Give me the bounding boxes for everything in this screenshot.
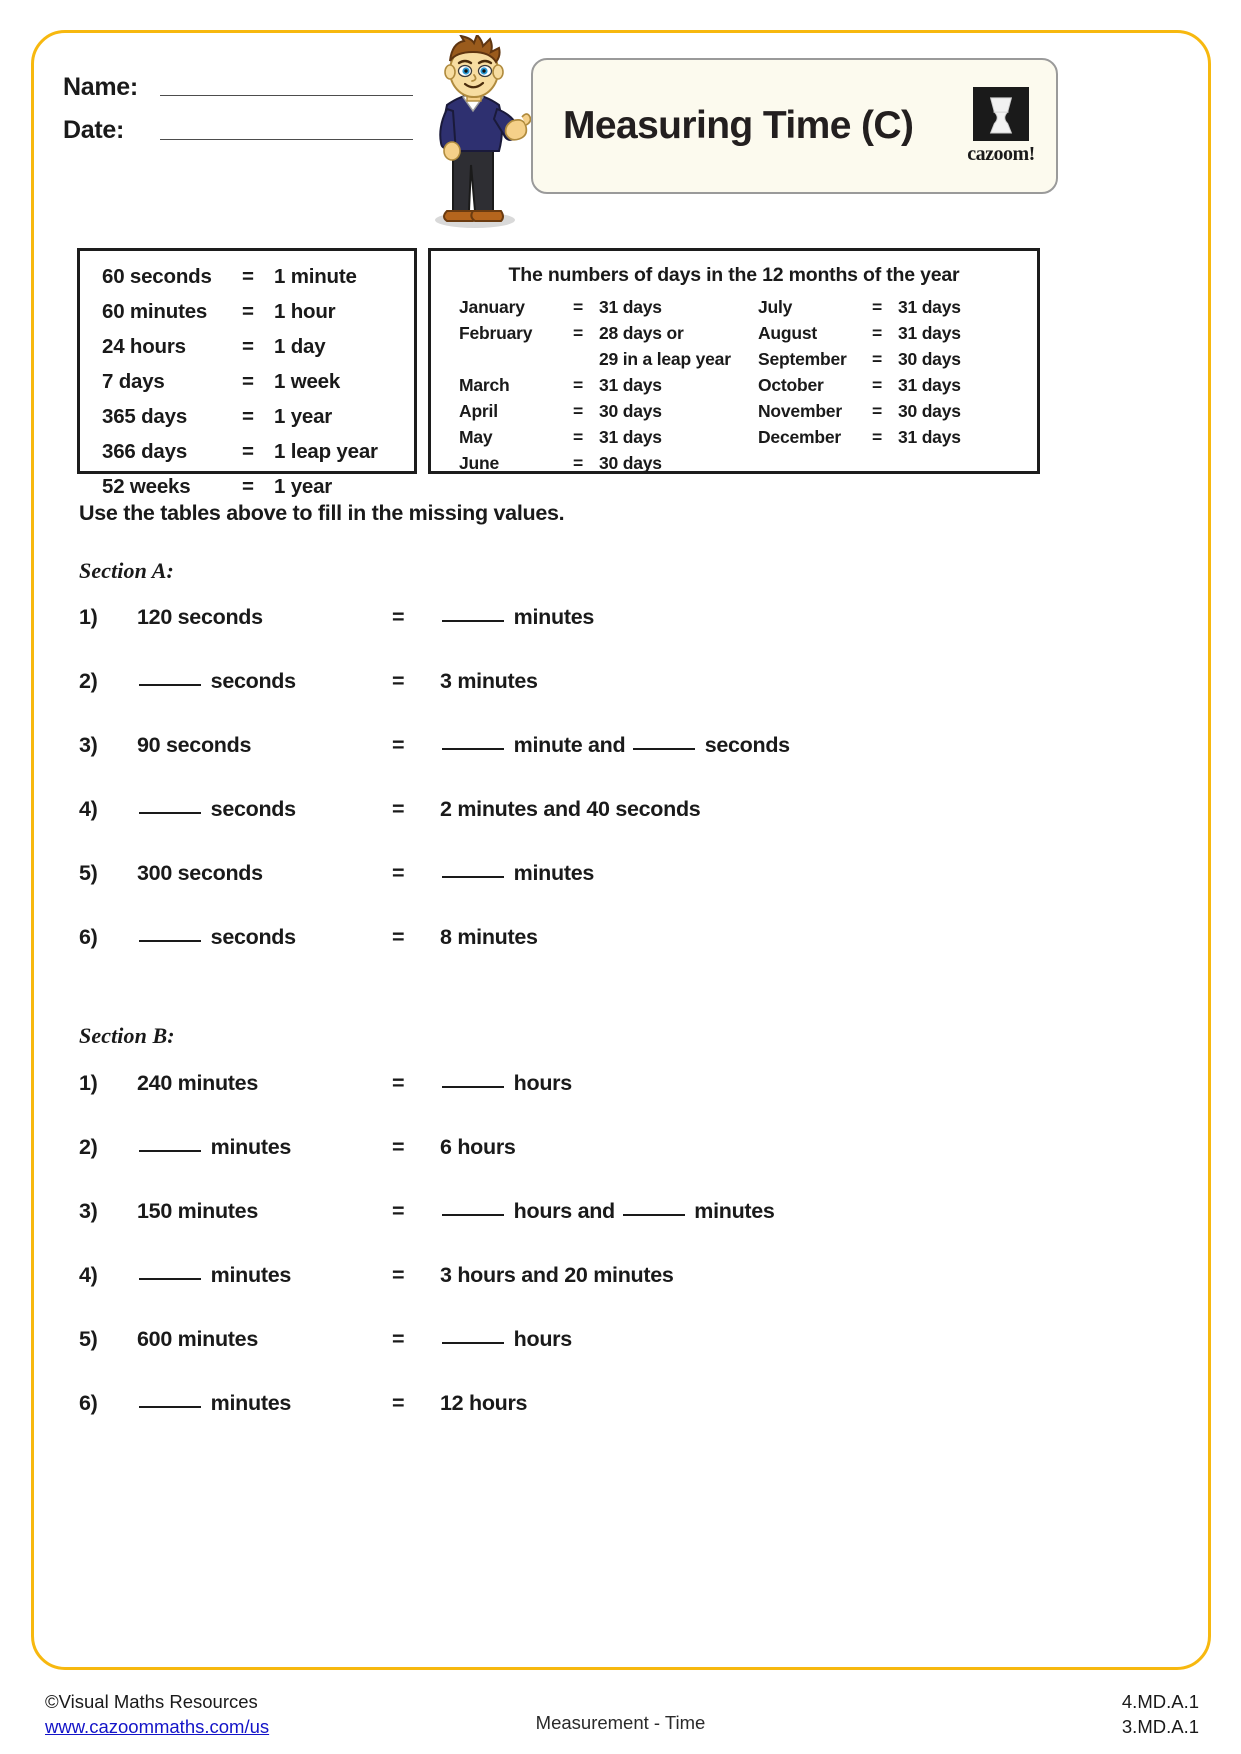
month-name: January: [459, 297, 525, 317]
month-name: February: [459, 323, 533, 343]
month-name: May: [459, 427, 493, 447]
month-days: 31 days: [897, 297, 961, 317]
question-right-side: [440, 925, 538, 950]
instruction-text: Use the tables above to fill in the missing values.: [79, 501, 565, 525]
conversion-row: [102, 337, 414, 358]
month-row: [459, 429, 758, 447]
logo-wordmark: cazoom!: [967, 142, 1035, 165]
conversion-from: 366 days: [102, 440, 188, 463]
equals-sign: =: [392, 1071, 405, 1095]
month-days: 31 days: [897, 375, 961, 395]
question-number: 6): [79, 1391, 98, 1415]
equals-sign: =: [242, 440, 254, 463]
question-left-side: seconds: [137, 669, 392, 694]
equals-sign: =: [242, 335, 254, 358]
name-input-line[interactable]: [160, 95, 413, 96]
name-date-block: [63, 74, 413, 161]
conversion-row: [102, 267, 414, 288]
question-number: 4): [79, 1263, 98, 1287]
equals-sign: =: [242, 300, 254, 323]
equals-sign: =: [573, 297, 584, 317]
equals-sign: =: [392, 605, 405, 629]
equals-sign: =: [573, 323, 584, 343]
question-row: [79, 1071, 1139, 1135]
month-days: 30 days: [599, 401, 662, 421]
question-row: [79, 733, 1139, 797]
equals-sign: =: [871, 297, 882, 317]
cazoom-url-link[interactable]: www.cazoommaths.com/us: [45, 1715, 270, 1737]
question-right-side: [440, 1391, 527, 1416]
time-conversion-table: [77, 248, 417, 498]
section-b-heading: Section B:: [79, 1023, 175, 1048]
question-left-side: minutes: [137, 1135, 392, 1160]
name-row: [63, 74, 413, 100]
question-text: 12 hours: [440, 1391, 528, 1415]
answer-blank[interactable]: [139, 812, 201, 814]
question-left-side: 90 seconds: [137, 733, 252, 757]
equals-sign: =: [871, 427, 882, 447]
equals-sign: =: [392, 925, 405, 949]
conversion-row: [102, 372, 414, 393]
months-days-table: [428, 248, 1040, 474]
equals-sign: =: [392, 1135, 405, 1159]
question-text: 2 minutes and 40 seconds: [440, 797, 701, 821]
question-number: 3): [79, 1199, 98, 1223]
answer-blank[interactable]: [633, 748, 695, 750]
question-row: [79, 1391, 1139, 1455]
month-days: 31 days: [599, 427, 662, 447]
worksheet-footer: [0, 1690, 1241, 1754]
question-text: minutes: [508, 861, 595, 885]
conversion-to: 1 week: [274, 370, 341, 393]
month-days: 30 days: [599, 453, 662, 473]
equals-sign: =: [392, 1199, 405, 1223]
month-name: June: [459, 453, 500, 473]
month-name: December: [757, 427, 841, 447]
question-left-side: 240 minutes: [137, 1071, 258, 1095]
question-text: 3 hours and 20 minutes: [440, 1263, 674, 1287]
month-days: 31 days: [897, 427, 961, 447]
question-left-side: minutes: [137, 1391, 392, 1416]
equals-sign: =: [242, 265, 254, 288]
copyright-text: ©Visual Maths Resources: [45, 1691, 258, 1712]
month-days: 28 days or: [599, 323, 684, 343]
conversion-row: [102, 477, 414, 498]
name-label: Name:: [63, 73, 138, 101]
question-left-side: 300 seconds: [137, 861, 263, 885]
answer-blank[interactable]: [139, 1406, 201, 1408]
equals-sign: =: [392, 861, 405, 885]
month-name: August: [757, 323, 818, 343]
question-left-side: 120 seconds: [137, 605, 263, 629]
equals-sign: =: [871, 349, 882, 369]
answer-blank[interactable]: [139, 1150, 201, 1152]
conversion-to: 1 day: [274, 335, 326, 358]
question-right-side: [440, 1199, 775, 1224]
equals-sign: =: [242, 370, 254, 393]
conversion-from: 24 hours: [102, 335, 186, 358]
question-right-side: [440, 1071, 572, 1096]
question-row: [79, 1327, 1139, 1391]
conversion-to: 1 minute: [274, 265, 357, 288]
equals-sign: =: [392, 1327, 405, 1351]
answer-blank[interactable]: [442, 1214, 504, 1216]
equals-sign: =: [392, 669, 405, 693]
question-right-side: [440, 1327, 572, 1352]
footer-standards: [1122, 1690, 1199, 1740]
month-name: October: [757, 375, 824, 395]
month-row: [758, 351, 1037, 369]
conversion-row: [102, 302, 414, 323]
month-days: 30 days: [897, 401, 961, 421]
equals-sign: =: [871, 323, 882, 343]
answer-blank[interactable]: [139, 684, 201, 686]
month-row: [459, 325, 758, 343]
section-b-questions: [79, 1071, 1139, 1455]
question-row: [79, 797, 1139, 861]
question-right-side: [440, 605, 594, 630]
question-text: 3 minutes: [440, 669, 538, 693]
month-days: 31 days: [897, 323, 961, 343]
question-number: 5): [79, 861, 98, 885]
standard-grade-4: 4.MD.A.1: [1121, 1691, 1199, 1712]
footer-topic: Measurement - Time: [535, 1712, 706, 1733]
question-number: 5): [79, 1327, 98, 1351]
month-row: [758, 299, 1037, 317]
question-left-side: seconds: [137, 925, 392, 950]
answer-blank[interactable]: [442, 748, 504, 750]
question-row: [79, 861, 1139, 925]
question-right-side: [440, 669, 538, 694]
question-left-side: 150 minutes: [137, 1199, 258, 1223]
question-text: hours: [508, 1071, 572, 1095]
month-row: [459, 403, 758, 421]
month-days: 30 days: [897, 349, 961, 369]
question-text: 8 minutes: [440, 925, 538, 949]
month-name: July: [757, 297, 793, 317]
question-text: hours and: [508, 1199, 621, 1223]
question-row: [79, 1135, 1139, 1199]
month-days: 29 in a leap year: [599, 349, 731, 369]
question-text: minutes: [508, 605, 595, 629]
question-text: seconds: [699, 733, 790, 757]
equals-sign: =: [392, 797, 405, 821]
date-label: Date:: [63, 116, 125, 145]
answer-blank[interactable]: [139, 940, 201, 942]
date-row: [63, 117, 413, 143]
conversion-from: 7 days: [102, 370, 165, 393]
question-text: minutes: [688, 1199, 775, 1223]
question-number: 2): [79, 1135, 98, 1159]
question-text: hours: [508, 1327, 572, 1351]
section-a-heading: Section A:: [79, 558, 174, 583]
conversion-to: 1 hour: [274, 300, 336, 323]
equals-sign: =: [573, 375, 584, 395]
equals-sign: =: [242, 405, 254, 428]
conversion-from: 60 minutes: [102, 300, 208, 323]
equals-sign: =: [392, 733, 405, 757]
equals-sign: =: [573, 427, 584, 447]
conversion-to: 1 year: [274, 475, 333, 498]
question-number: 4): [79, 797, 98, 821]
question-right-side: [440, 733, 790, 758]
worksheet-title-box: [531, 58, 1058, 194]
month-row: [459, 299, 758, 317]
question-text: 6 hours: [440, 1135, 516, 1159]
question-text: minute and: [508, 733, 632, 757]
equals-sign: =: [242, 475, 254, 498]
question-left-side: minutes: [137, 1263, 392, 1288]
conversion-from: 60 seconds: [102, 265, 212, 288]
month-name: April: [459, 401, 498, 421]
equals-sign: =: [392, 1263, 405, 1287]
month-row: [758, 429, 1037, 447]
question-row: [79, 669, 1139, 733]
section-a-questions: [79, 605, 1139, 989]
months-table-title: The numbers of days in the 12 months of the year: [508, 264, 960, 286]
answer-blank[interactable]: [442, 1342, 504, 1344]
months-columns: [431, 299, 1037, 481]
equals-sign: =: [871, 375, 882, 395]
month-days: 31 days: [599, 375, 662, 395]
worksheet-page-frame: [31, 30, 1211, 1670]
month-name: March: [459, 375, 510, 395]
month-row: [758, 377, 1037, 395]
conversion-row: [102, 442, 414, 463]
question-number: 1): [79, 605, 98, 629]
cazoom-logo: [960, 87, 1042, 166]
hourglass-icon: [973, 87, 1029, 141]
question-left-side: seconds: [137, 797, 392, 822]
answer-blank[interactable]: [623, 1214, 685, 1216]
month-row: [758, 403, 1037, 421]
answer-blank[interactable]: [442, 876, 504, 878]
month-row: [758, 325, 1037, 343]
standard-grade-3: 3.MD.A.1: [1121, 1715, 1199, 1737]
month-row: [459, 377, 758, 395]
question-row: [79, 1199, 1139, 1263]
equals-sign: =: [573, 401, 584, 421]
question-number: 3): [79, 733, 98, 757]
answer-blank[interactable]: [442, 1086, 504, 1088]
conversion-row: [102, 407, 414, 428]
cartoon-boy-icon: [413, 35, 543, 230]
question-number: 1): [79, 1071, 98, 1095]
question-number: 2): [79, 669, 98, 693]
question-right-side: [440, 797, 700, 822]
month-row: [459, 351, 758, 369]
months-column-left: [459, 299, 758, 481]
question-right-side: [440, 1135, 516, 1160]
answer-blank[interactable]: [442, 620, 504, 622]
conversion-from: 52 weeks: [102, 475, 191, 498]
question-right-side: [440, 861, 594, 886]
months-column-right: [758, 299, 1037, 481]
worksheet-header: [34, 33, 1208, 233]
conversion-from: 365 days: [102, 405, 188, 428]
question-right-side: [440, 1263, 674, 1288]
equals-sign: =: [392, 1391, 405, 1415]
equals-sign: =: [871, 401, 882, 421]
question-row: [79, 1263, 1139, 1327]
conversion-to: 1 leap year: [274, 440, 378, 463]
answer-blank[interactable]: [139, 1278, 201, 1280]
question-row: [79, 925, 1139, 989]
month-days: 31 days: [599, 297, 662, 317]
month-row: [459, 455, 758, 473]
equals-sign: =: [573, 453, 584, 473]
month-name: November: [757, 401, 842, 421]
page-title: Measuring Time (C): [563, 104, 914, 147]
question-row: [79, 605, 1139, 669]
question-left-side: 600 minutes: [137, 1327, 258, 1351]
month-name: September: [757, 349, 847, 369]
date-input-line[interactable]: [160, 139, 413, 140]
question-number: 6): [79, 925, 98, 949]
conversion-to: 1 year: [274, 405, 333, 428]
